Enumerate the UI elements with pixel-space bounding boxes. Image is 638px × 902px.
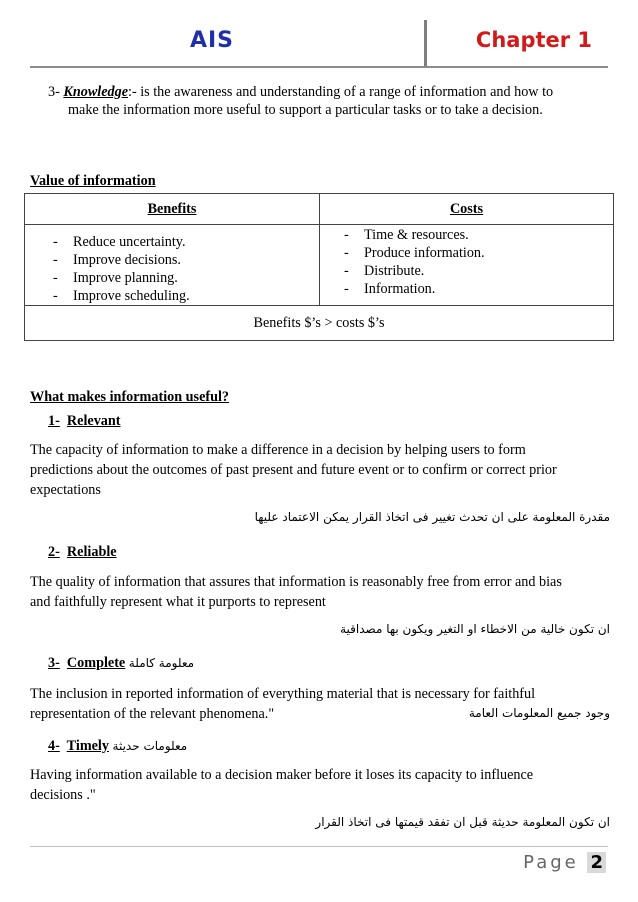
item-title: Complete	[66, 655, 126, 671]
item-number: 3-	[48, 655, 60, 671]
cost-item: - Produce information.	[344, 244, 613, 262]
desc-line: Having information available to a decision maker before it loses its capacity to influence	[30, 767, 534, 783]
benefits-header: Benefits	[25, 194, 320, 225]
costs-list	[344, 226, 613, 298]
item-title-arabic: معلومات حديثة	[112, 739, 188, 753]
benefit-item: - Improve decisions.	[53, 251, 319, 269]
useful-heading: What makes information useful?	[30, 389, 230, 405]
benefit-cost-comparison: Benefits $’s > costs $’s	[25, 306, 614, 341]
page-indicator	[523, 852, 606, 873]
item-relevant-arabic: مقدرة المعلومة على ان تحدث تغيير فى اتخاذ القرار يمكن الاعتماد عليها	[254, 510, 610, 524]
desc-line: The capacity of information to make a difference in a decision by helping users to form	[30, 442, 526, 458]
item-complete-arabic: وجود جميع المعلومات العامة	[468, 706, 610, 720]
item-timely-title	[48, 736, 187, 756]
benefit-item: - Reduce uncertainty.	[53, 233, 319, 251]
knowledge-definition: :- is the awareness and understanding of a range of information and how to	[128, 84, 554, 100]
benefits-list	[53, 233, 319, 305]
header-rule	[30, 66, 608, 68]
chapter-label: Chapter 1	[475, 28, 593, 52]
costs-header: Costs	[320, 194, 614, 225]
knowledge-line-1	[48, 82, 608, 102]
desc-line: The inclusion in reported information of everything material that is necessary for faithful	[30, 686, 536, 702]
knowledge-term: Knowledge	[63, 84, 129, 100]
item-title: Reliable	[66, 544, 117, 560]
desc-line: predictions about the outcomes of past present and future event or to confirm or correct prior	[30, 462, 557, 478]
benefit-item: - Improve planning.	[53, 269, 319, 287]
desc-line: and faithfully represent what it purports to represent	[30, 594, 326, 610]
item-complete-title	[48, 653, 194, 673]
cost-item: - Distribute.	[344, 262, 613, 280]
cost-item: - Information.	[344, 280, 613, 298]
knowledge-line-2: make the information more useful to support a particular tasks or to take a decision.	[68, 102, 543, 118]
desc-line: expectations	[30, 482, 101, 498]
item-reliable-arabic: ان تكون خالية من الاخطاء او التغير ويكون بها مصداقية	[340, 622, 610, 636]
value-table	[24, 193, 614, 341]
desc-line: The quality of information that assures that information is reasonably free from error and bias	[30, 574, 562, 590]
value-heading: Value of information	[30, 173, 156, 189]
costs-cell	[320, 225, 614, 306]
item-relevant-title	[48, 411, 121, 431]
page-number: 2	[587, 852, 606, 873]
header-divider	[424, 20, 427, 66]
desc-line: representation of the relevant phenomena."	[30, 706, 275, 722]
item-title: Relevant	[66, 413, 121, 429]
benefit-item: - Improve scheduling.	[53, 287, 319, 305]
item-number: 4-	[48, 738, 60, 754]
item-relevant-desc	[30, 440, 620, 500]
item-timely-desc	[30, 765, 620, 805]
benefits-cell	[25, 225, 320, 306]
header-title: AIS	[189, 28, 235, 53]
item-reliable-desc	[30, 572, 620, 612]
cost-item: - Time & resources.	[344, 226, 613, 244]
item-number: 2-	[48, 544, 60, 560]
item-timely-arabic: ان تكون المعلومة حديثة قبل ان تفقد قيمتها فى اتخاذ القرار	[315, 815, 610, 829]
item-reliable-title	[48, 542, 117, 562]
footer-rule	[30, 846, 608, 847]
knowledge-number: 3-	[48, 84, 60, 100]
page-label: Page	[523, 852, 579, 873]
item-number: 1-	[48, 413, 60, 429]
desc-line: decisions ."	[30, 787, 96, 803]
item-title-arabic: معلومة كاملة	[128, 656, 195, 670]
item-title: Timely	[66, 738, 109, 754]
